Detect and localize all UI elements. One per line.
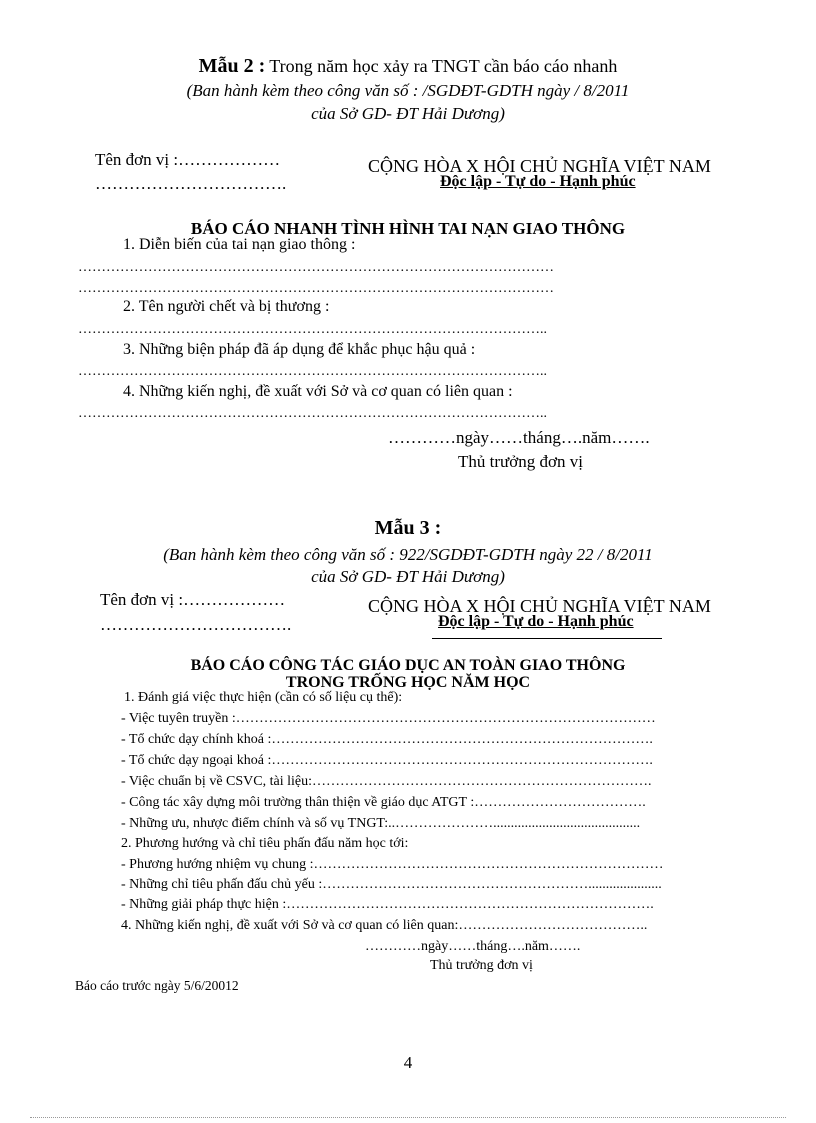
form2-report-title: BÁO CÁO NHANH TÌNH HÌNH TAI NẠN GIAO THÔNG [190,219,626,238]
form3-line-9: - Phương hướng nhiệm vụ chung :………………………………………………………………… [121,857,664,872]
form3-issued-line1: (Ban hành kèm theo công văn số : 922/SGDĐT-GDTH ngày 22 / 8/2011 [163,545,653,564]
form2-dotline: ……………………………………………………………………………………….. [78,364,547,379]
form3-motto-rule [432,638,662,639]
form3-motto: Độc lập - Tự do - Hạnh phúc [438,613,634,630]
form3-country: CỘNG HÒA X HỘI CHỦ NGHĨA VIỆT NAM [368,596,711,616]
form3-line-4: - Tổ chức dạy ngoại khoá :………………………………………………………………………. [121,753,653,768]
form3-line-8: 2. Phương hướng và chỉ tiêu phấn đấu năm học tới: [121,836,409,851]
form3-report-title-1: BÁO CÁO CÔNG TÁC GIÁO DỤC AN TOÀN GIAO THÔNG [190,657,626,674]
form3-deadline: Báo cáo trước ngày 5/6/20012 [75,978,239,993]
form3-line-7: - Những ưu, nhược điểm chính và số vụ TNGT:..………………….......................................... [121,816,641,831]
form2-dotline: ……………………………………………………………………………………….. [78,406,547,421]
form3-line-5: - Việc chuẩn bị về CSVC, tài liệu:………………………………………………………………. [121,774,652,789]
form2-motto: Độc lập - Tự do - Hạnh phúc [440,173,636,190]
form2-signer: Thủ trưởng đơn vị [458,452,583,471]
form2-dotline: ………………………………………………………………………………………… [78,281,554,296]
form2-item-4: 4. Những kiến nghị, đề xuất với Sở và cơ quan có liên quan : [123,383,513,400]
page-number: 4 [403,1053,413,1072]
form3-report-title-2: TRONG TRỐNG HỌC NĂM HỌC [285,674,531,691]
form3-unit-label: Tên đơn vị :……………… [100,590,286,609]
footer-divider [30,1117,786,1118]
form2-item-3: 3. Những biện pháp đã áp dụng để khắc phục hậu quả : [123,341,476,358]
form2-title: Trong năm học xảy ra TNGT cần báo cáo nhanh [269,56,618,76]
form2-label: Mẫu 2 : [198,55,266,77]
form2-unit-label: Tên đơn vị :……………… [95,150,281,169]
form2-item-1: 1. Diễn biến của tai nạn giao thông : [123,236,356,253]
form3-date-line: …………ngày……tháng….năm……. [365,939,581,954]
form3-signer: Thủ trưởng đơn vị [430,958,533,973]
form2-issued-line2: của Sở GD- ĐT Hải Dương) [311,104,505,123]
form3-line-10: - Những chỉ tiêu phấn đấu chủ yếu :…………………………………………………..................... [121,877,662,892]
form2-item-2: 2. Tên người chết và bị thương : [123,298,330,315]
form3-line-1: 1. Đánh giá việc thực hiện (cần có số liệu cụ thể): [124,690,403,705]
form2-unit-dots: ……………………………. [95,174,287,193]
form3-line-11: - Những giải pháp thực hiện :……………………………………………………………………. [121,897,654,912]
form3-label: Mẫu 3 : [374,517,442,539]
form2-date-line: …………ngày……tháng….năm……. [388,428,650,447]
form3-unit-dots: ……………………………. [100,615,292,634]
form3-line-12: 4. Những kiến nghị, đề xuất với Sở và cơ quan có liên quan:………………………………….. [121,918,648,933]
form3-line-2: - Việc tuyên truyền :……………………………………………………………………………… [121,711,656,726]
form3-line-6: - Công tác xây dựng môi trường thân thiện về giáo dục ATGT :………………………………. [121,795,646,810]
form3-issued-line2: của Sở GD- ĐT Hải Dương) [311,567,505,586]
form2-country: CỘNG HÒA X HỘI CHỦ NGHĨA VIỆT NAM [368,156,711,176]
form2-dotline: ………………………………………………………………………………………… [78,260,554,275]
form2-dotline: ……………………………………………………………………………………….. [78,322,547,337]
form3-line-3: - Tổ chức dạy chính khoá :………………………………………………………………………. [121,732,653,747]
form2-issued-line1: (Ban hành kèm theo công văn số : /SGDĐT-GDTH ngày / 8/2011 [186,81,630,100]
form2-heading [0,55,816,78]
